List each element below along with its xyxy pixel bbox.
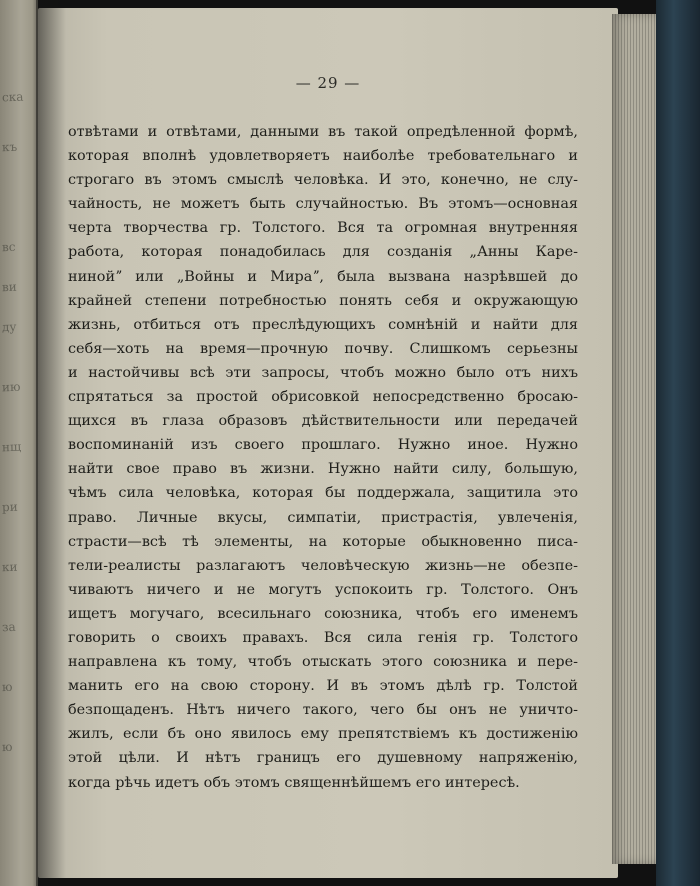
text-line: тели-реалисты разлагаютъ человѣческую жизнь—не обезпе- xyxy=(68,557,578,574)
text-line: манить его на свою сторону. И въ этомъ дѣлѣ гр. Толстой xyxy=(68,678,578,695)
text-line: этой цѣли. И нѣтъ границъ его душевному напряженію, xyxy=(68,750,578,767)
text-line: чѣмъ сила человѣка, которая бы поддержала, защитила это xyxy=(68,485,578,502)
page-number: — 29 — xyxy=(295,74,361,92)
left-page-fragment: къ xyxy=(1,139,18,155)
book-cover xyxy=(656,0,700,886)
text-line: жилъ, если бъ оно явилось ему препятствіемъ къ достиженію xyxy=(68,726,578,743)
left-page-fragment: ри xyxy=(1,499,18,515)
text-line: работа, которая понадобилась для созданія „Анны Каре- xyxy=(68,244,578,261)
left-page-fragment: ска xyxy=(1,89,24,105)
left-page-fragment: ю xyxy=(1,679,13,695)
text-line: страсти—всѣ тѣ элементы, на которые обыкновенно писа- xyxy=(68,533,578,550)
page-stack-edge xyxy=(612,14,658,864)
text-line: отвѣтами и отвѣтами, данными въ такой опредѣленной формѣ, xyxy=(68,124,578,140)
text-line: чиваютъ ничего и не могутъ успокоить гр. Толстого. Онъ xyxy=(68,581,578,598)
text-line: найти свое право въ жизни. Нужно найти силу, большую, xyxy=(68,461,578,478)
left-page-fragment: ви xyxy=(1,279,18,295)
text-line: нинойˮ или „Войны и Мираˮ, была вызвана назрѣвшей до xyxy=(68,268,578,285)
text-line: говорить о своихъ правахъ. Вся сила генія гр. Толстого xyxy=(68,629,578,646)
text-line: когда рѣчь идетъ объ этомъ священнѣйшемъ его интересѣ. xyxy=(68,774,520,791)
text-line: и настойчивы всѣ эти запросы, чтобъ можно было отъ нихъ xyxy=(68,364,578,381)
text-line: право. Личные вкусы, симпатіи, пристрастія, увлеченія, xyxy=(68,509,578,526)
text-line: спрятаться за простой обрисовкой непосредственно бросаю- xyxy=(68,389,578,406)
text-line: безпощаденъ. Нѣтъ ничего такого, чего бы онъ не уничто- xyxy=(68,702,578,719)
left-page-fragment: ю xyxy=(1,739,13,755)
text-line: крайней степени потребностью понять себя и окружающую xyxy=(68,292,578,309)
text-line: воспоминаній изъ своего прошлаго. Нужно иное. Нужно xyxy=(68,437,578,454)
text-line: направлена къ тому, чтобъ отыскать этого союзника и пере- xyxy=(68,654,578,671)
text-line: которая вполнѣ удовлетворяетъ наиболѣе требовательнаго и xyxy=(68,148,578,165)
left-page-fragment: за xyxy=(1,619,16,635)
text-line: строгаго въ этомъ смыслѣ человѣка. И это, конечно, не слу- xyxy=(68,172,578,189)
left-page-fragment: нщ xyxy=(1,439,22,455)
body-text xyxy=(68,120,578,795)
left-page-fragment: ду xyxy=(1,319,17,335)
left-page-fragment: вс xyxy=(1,239,16,255)
text-line: жизнь, отбиться отъ преслѣдующихъ сомнѣній и найти для xyxy=(68,316,578,333)
book-page xyxy=(38,8,618,878)
text-line: себя—хоть на время—прочную почву. Слишкомъ серьезны xyxy=(68,340,578,357)
text-line: чайность, не можетъ быть случайностью. Въ этомъ—основная xyxy=(68,196,578,213)
text-line: щихся въ глаза образовъ дѣйствительности или передачей xyxy=(68,413,578,430)
text-line: ищетъ могучаго, всесильнаго союзника, чтобъ его именемъ xyxy=(68,605,578,622)
left-page-fragment: ию xyxy=(1,379,21,395)
left-page-edge xyxy=(0,0,38,886)
left-page-fragment: ки xyxy=(1,559,18,575)
text-line: черта творчества гр. Толстого. Вся та огромная внутренняя xyxy=(68,220,578,237)
